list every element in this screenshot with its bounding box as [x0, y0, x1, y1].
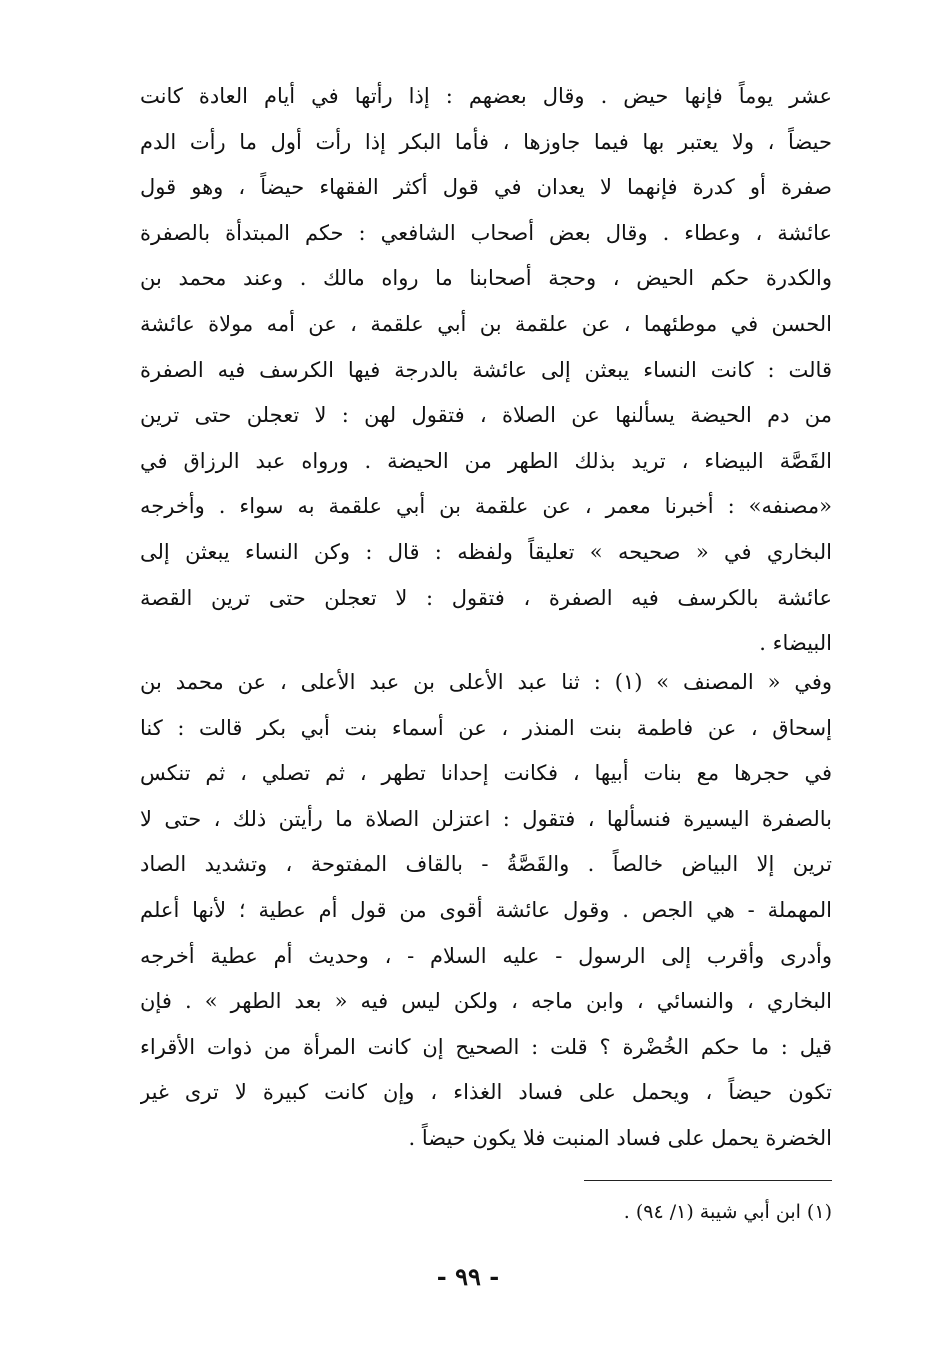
text-line: تكون حيضاً ، ويحمل على فساد الغذاء ، وإن كانت كبيرة لا ترى غير	[140, 1080, 832, 1105]
text-line: قيل : ما حكم الخُضْرة ؟ قلت : الصحيح إن كانت المرأة من ذوات الأقراء	[140, 1034, 832, 1059]
text-line: صفرة أو كدرة فإنهما لا يعدان في قول أكثر الفقهاء حيضاً ، وهو قول	[140, 175, 832, 200]
text-line: بالصفرة اليسيرة فنسألها ، فتقول : اعتزلن الصلاة ما رأيتن ذلك ، حتى لا	[140, 806, 832, 831]
paragraph-2	[140, 660, 832, 1162]
text-line: عائشة بالكرسف فيه الصفرة ، فتقول : لا تعجلن حتى ترين القصة	[140, 585, 832, 610]
text-line: إسحاق ، عن فاطمة بنت المنذر ، عن أسماء بنت أبي بكر قالت : كنا	[140, 715, 832, 740]
text-line: عائشة ، وعطاء . وقال بعض أصحاب الشافعي : حكم المبتدأة بالصفرة	[140, 220, 832, 245]
text-line: «مصنفه» : أخبرنا معمر ، عن علقمة بن أبي علقمة به سواء . وأخرجه	[140, 494, 832, 519]
footnote-divider	[584, 1180, 832, 1181]
text-line: البخاري في « صحيحه » تعليقاً ولفظه : قال : وكن النساء يبعثن إلى	[140, 539, 832, 564]
text-line: القَصَّة البيضاء ، تريد بذلك الطهر من الحيضة . ورواه عبد الرزاق في	[140, 448, 832, 473]
paragraph-1	[140, 74, 832, 667]
footnote: (١) ابن أبي شيبة (١/ ٩٤) .	[623, 1201, 832, 1223]
text-line: عشر يوماً فإنها حيض . وقال بعضهم : إذا رأتها في أيام العادة كانت	[140, 84, 832, 108]
text-line: الحسن في موطئهما ، عن علقمة بن أبي علقمة ، عن أمه مولاة عائشة	[140, 311, 832, 336]
text-line: من دم الحيضة يسألنها عن الصلاة ، فتقول لهن : لا تعجلن حتى ترين	[140, 403, 832, 428]
page-number: - ٩٩ -	[436, 1262, 500, 1291]
text-line: والكدرة حكم الحيض ، وحجة أصحابنا ما رواه مالك . وعند محمد بن	[140, 266, 832, 291]
text-line: المهملة - هي الجص . وقول عائشة أقوى من قول أم عطية ؛ لأنها أعلم	[140, 897, 832, 922]
text-line: البخاري ، والنسائي ، وابن ماجه ، ولكن ليس فيه « بعد الطهر » . فإن	[140, 989, 832, 1014]
text-line: قالت : كانت النساء يبعثن إلى عائشة بالدرجة فيها الكرسف فيه الصفرة	[140, 357, 832, 382]
text-line: وأدرى وأقرب إلى الرسول - عليه السلام - ، وحديث أم عطية أخرجه	[140, 943, 832, 968]
text-line: الخضرة يحمل على فساد المنبت فلا يكون حيضاً .	[408, 1125, 832, 1150]
text-line: البيضاء .	[759, 631, 832, 656]
text-line: وفي « المصنف » (١) : ثنا عبد الأعلى بن عبد الأعلى ، عن محمد بن	[140, 670, 832, 694]
text-line: في حجرها مع بنات أبيها ، فكانت إحدانا تطهر ، ثم تصلي ، ثم تنكس	[140, 761, 832, 786]
text-line: حيضاً ، ولا يعتبر بها فيما جاوزها ، فأما البكر إذا رأت أول ما رأت الدم	[140, 129, 832, 154]
text-line: ترين إلا البياض خالصاً . والقَصَّةُ - بالقاف المفتوحة ، وتشديد الصاد	[140, 852, 832, 877]
